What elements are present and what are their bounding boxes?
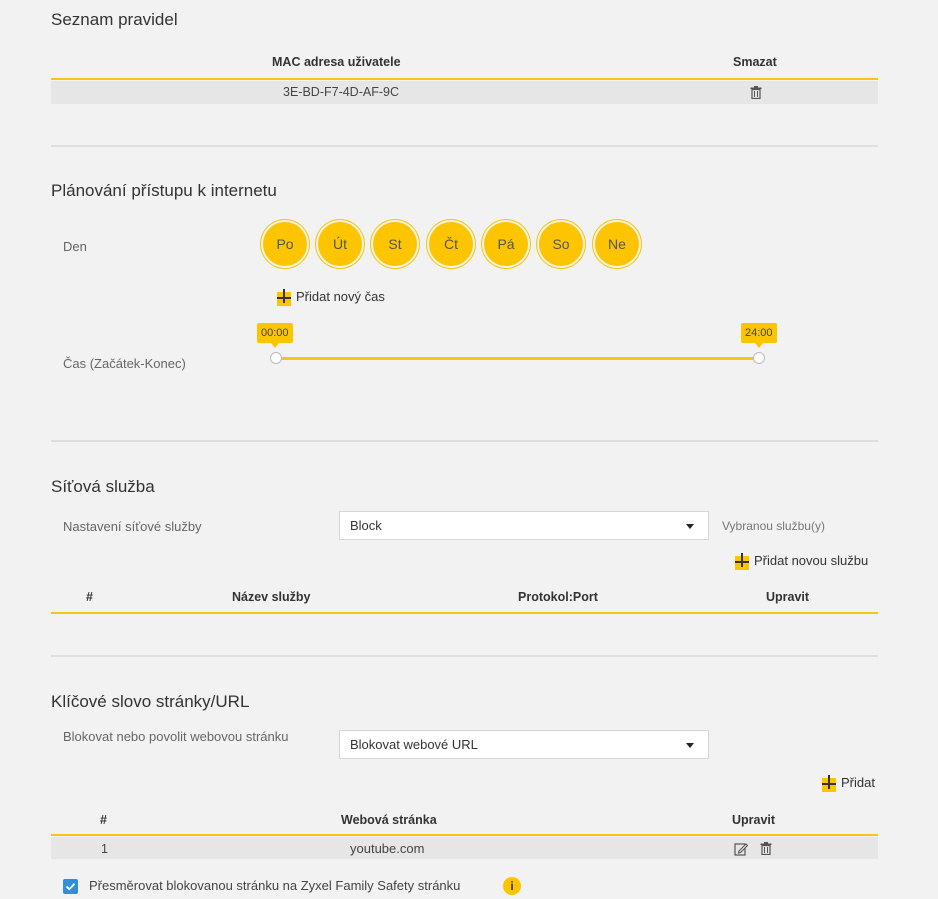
edit-icon[interactable] bbox=[734, 842, 748, 856]
service-col-hash: # bbox=[86, 590, 93, 604]
add-time-link[interactable]: Přidat nový čas bbox=[296, 289, 385, 304]
chevron-down-icon bbox=[686, 743, 694, 748]
keyword-title: Klíčové slovo stránky/URL bbox=[51, 692, 250, 711]
table-header-underline bbox=[51, 834, 878, 836]
day-button-mon[interactable]: Po bbox=[263, 222, 307, 266]
rules-title: Seznam pravidel bbox=[51, 10, 178, 29]
url-col-hash: # bbox=[100, 813, 107, 827]
section-divider bbox=[51, 440, 878, 442]
url-row-index: 1 bbox=[101, 842, 108, 856]
end-time-tooltip: 24:00 bbox=[741, 323, 777, 343]
mac-cell: 3E-BD-F7-4D-AF-9C bbox=[283, 85, 399, 99]
start-time-tooltip: 00:00 bbox=[257, 323, 293, 343]
col-mac-header: MAC adresa uživatele bbox=[272, 55, 401, 69]
service-setting-label: Nastavení síťové služby bbox=[63, 519, 202, 534]
trash-icon[interactable] bbox=[750, 86, 762, 99]
trash-icon[interactable] bbox=[760, 842, 772, 855]
url-col-edit: Upravit bbox=[732, 813, 776, 827]
add-service-plus-icon[interactable] bbox=[735, 556, 749, 570]
add-time-plus-icon[interactable] bbox=[277, 292, 291, 306]
table-header-underline bbox=[51, 78, 878, 80]
block-mode-select-value: Blokovat webové URL bbox=[350, 737, 478, 752]
section-divider bbox=[51, 145, 878, 147]
section-divider bbox=[51, 655, 878, 657]
selected-service-hint: Vybranou službu(y) bbox=[722, 519, 825, 533]
day-button-sun[interactable]: Ne bbox=[595, 222, 639, 266]
block-mode-select[interactable] bbox=[339, 730, 709, 759]
table-header-underline bbox=[51, 612, 878, 614]
service-col-name: Název služby bbox=[232, 590, 311, 604]
redirect-checkbox[interactable] bbox=[63, 879, 78, 894]
service-select-value: Block bbox=[350, 518, 382, 533]
url-col-site: Webová stránka bbox=[341, 813, 437, 827]
day-button-thu[interactable]: Čt bbox=[429, 222, 473, 266]
info-icon[interactable]: i bbox=[503, 877, 521, 895]
checkmark-icon bbox=[63, 879, 78, 894]
start-time-handle[interactable] bbox=[270, 352, 282, 364]
day-label: Den bbox=[63, 239, 87, 254]
service-col-edit: Upravit bbox=[766, 590, 810, 604]
table-row bbox=[51, 837, 878, 859]
schedule-title: Plánování přístupu k internetu bbox=[51, 181, 277, 200]
end-time-handle[interactable] bbox=[753, 352, 765, 364]
day-button-fri[interactable]: Pá bbox=[484, 222, 528, 266]
service-select[interactable] bbox=[339, 511, 709, 540]
day-button-sat[interactable]: So bbox=[539, 222, 583, 266]
day-button-wed[interactable]: St bbox=[373, 222, 417, 266]
col-delete-header: Smazat bbox=[733, 55, 777, 69]
add-url-plus-icon[interactable] bbox=[822, 778, 836, 792]
time-range-track[interactable] bbox=[276, 357, 760, 360]
service-col-protocol: Protokol:Port bbox=[518, 590, 598, 604]
redirect-label: Přesměrovat blokovanou stránku na Zyxel Family Safety stránku bbox=[89, 878, 461, 893]
block-allow-label: Blokovat nebo povolit webovou stránku bbox=[63, 729, 289, 744]
day-button-tue[interactable]: Út bbox=[318, 222, 362, 266]
time-label: Čas (Začátek-Konec) bbox=[63, 356, 186, 371]
service-title: Síťová služba bbox=[51, 477, 155, 496]
add-url-link[interactable]: Přidat bbox=[841, 775, 875, 790]
chevron-down-icon bbox=[686, 524, 694, 529]
url-row-site: youtube.com bbox=[350, 841, 425, 856]
add-service-link[interactable]: Přidat novou službu bbox=[754, 553, 869, 568]
